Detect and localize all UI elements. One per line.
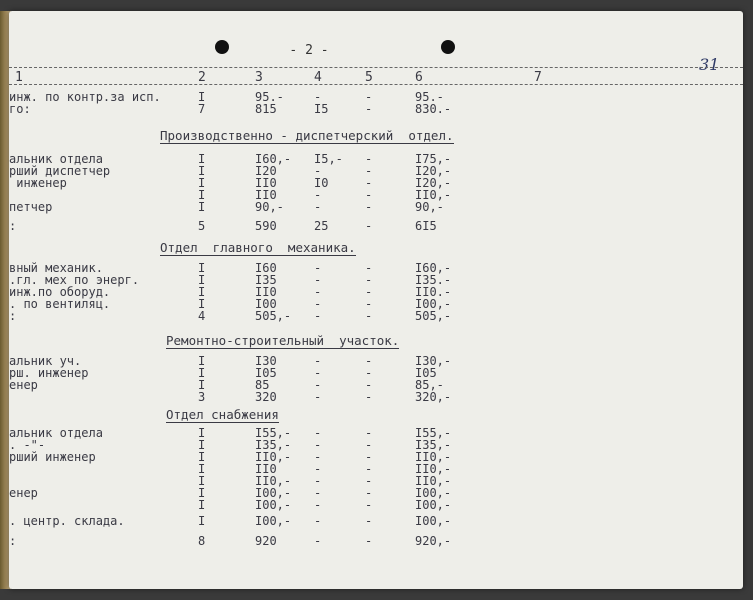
row-name: .гл. мех по энерг. (9, 273, 140, 287)
section-title: Производственно - диспетчерский отдел. (160, 128, 454, 143)
col-header-5: 5 (365, 70, 373, 85)
cell-c4: - (314, 188, 322, 202)
cell-c4: - (314, 534, 322, 548)
cell-c5: - (365, 200, 373, 214)
cell-c6: II0.- (415, 285, 452, 299)
cell-c5: - (365, 366, 373, 380)
cell-c6: I30,- (415, 354, 452, 368)
cell-c2: I (198, 426, 206, 440)
row-name: : (9, 309, 17, 323)
cell-c4: - (314, 285, 322, 299)
cell-c6: I20,- (415, 176, 452, 190)
cell-c5: - (365, 285, 373, 299)
cell-c4: I5 (314, 102, 329, 116)
cell-c5: - (365, 462, 373, 476)
punch-hole-right (441, 40, 455, 54)
cell-c4: I5,- (314, 152, 343, 166)
cell-c6: 90,- (415, 200, 444, 214)
cell-c6: 6I5 (415, 219, 437, 233)
row-name: енер (9, 486, 38, 500)
col-header-3: 3 (255, 70, 263, 85)
cell-c2: I (198, 152, 206, 166)
row-name: петчер (9, 200, 53, 214)
cell-c2: I (198, 164, 206, 178)
row-name: инж.по оборуд. (9, 285, 111, 299)
cell-c2: I (198, 176, 206, 190)
cell-c6: I35.- (415, 273, 452, 287)
row-name: . центр. склада. (9, 514, 125, 528)
cell-c4: - (314, 390, 322, 404)
cell-c6: I00,- (415, 297, 452, 311)
cell-c4: - (314, 474, 322, 488)
cell-c3: 505,- (255, 309, 292, 323)
cell-c4: - (314, 438, 322, 452)
row-name: альник отдела (9, 426, 103, 440)
cell-c4: - (314, 450, 322, 464)
cell-c4: - (314, 273, 322, 287)
cell-c2: I (198, 486, 206, 500)
cell-c5: - (365, 261, 373, 275)
cell-c2: I (198, 261, 206, 275)
cell-c5: - (365, 219, 373, 233)
row-name: : (9, 219, 17, 233)
cell-c2: I (198, 354, 206, 368)
cell-c5: - (365, 378, 373, 392)
cell-c6: II0,- (415, 450, 452, 464)
cell-c5: - (365, 474, 373, 488)
cell-c4: - (314, 378, 322, 392)
cell-c3: I35 (255, 273, 277, 287)
section-title: Отдел снабжения (166, 407, 279, 422)
row-name: го: (9, 102, 31, 116)
row-name: енер (9, 378, 38, 392)
cell-c3: I60 (255, 261, 277, 275)
cell-c3: I00,- (255, 486, 292, 500)
cell-c3: II0,- (255, 450, 292, 464)
cell-c4: - (314, 164, 322, 178)
cell-c6: I20,- (415, 164, 452, 178)
cell-c3: 90,- (255, 200, 284, 214)
cell-c2: I (198, 188, 206, 202)
row-name: : (9, 534, 17, 548)
cell-c3: 590 (255, 219, 277, 233)
document-page (9, 11, 743, 589)
col-header-1: 1 (15, 70, 23, 85)
row-name: рш. инженер (9, 366, 89, 380)
cell-c3: II0,- (255, 474, 292, 488)
cell-c6: 85,- (415, 378, 444, 392)
cell-c3: I20 (255, 164, 277, 178)
cell-c2: 8 (198, 534, 206, 548)
cell-c3: 95.- (255, 90, 284, 104)
cell-c6: II0,- (415, 474, 452, 488)
cell-c4: 25 (314, 219, 329, 233)
cell-c6: I00,- (415, 514, 452, 528)
col-header-7: 7 (534, 70, 542, 85)
cell-c5: - (365, 514, 373, 528)
cell-c3: I60,- (255, 152, 292, 166)
cell-c3: 85 (255, 378, 270, 392)
cell-c4: - (314, 486, 322, 500)
cell-c5: - (365, 534, 373, 548)
cell-c3: I35,- (255, 438, 292, 452)
punch-hole-left (215, 40, 229, 54)
cell-c4: - (314, 426, 322, 440)
cell-c4: - (314, 90, 322, 104)
col-header-4: 4 (314, 70, 322, 85)
cell-c4: - (314, 261, 322, 275)
cell-c4: - (314, 200, 322, 214)
row-name: инж. по контр.за исп. (9, 90, 161, 104)
cell-c2: I (198, 297, 206, 311)
cell-c3: II0 (255, 188, 277, 202)
cell-c2: I (198, 378, 206, 392)
page-number: - 2 - (289, 43, 329, 58)
row-name: вный механик. (9, 261, 103, 275)
cell-c6: I05 (415, 366, 437, 380)
section-title: Ремонтно-строительный участок. (166, 333, 400, 348)
cell-c3: I00 (255, 297, 277, 311)
cell-c2: I (198, 514, 206, 528)
cell-c5: - (365, 390, 373, 404)
cell-c6: I35,- (415, 438, 452, 452)
cell-c5: - (365, 188, 373, 202)
cell-c2: I (198, 498, 206, 512)
cell-c6: I55,- (415, 426, 452, 440)
cell-c5: - (365, 309, 373, 323)
cell-c6: I75,- (415, 152, 452, 166)
cell-c4: - (314, 297, 322, 311)
cell-c4: - (314, 366, 322, 380)
row-name: . по вентиляц. (9, 297, 111, 311)
cell-c3: II0 (255, 462, 277, 476)
cell-c6: II0,- (415, 188, 452, 202)
col-header-2: 2 (198, 70, 206, 85)
cell-c6: I60,- (415, 261, 452, 275)
row-name: инженер (9, 176, 67, 190)
cell-c5: - (365, 438, 373, 452)
cell-c4: - (314, 354, 322, 368)
cell-c2: I (198, 285, 206, 299)
cell-c3: I00,- (255, 514, 292, 528)
cell-c5: - (365, 486, 373, 500)
cell-c5: - (365, 164, 373, 178)
cell-c2: 7 (198, 102, 206, 116)
cell-c5: - (365, 176, 373, 190)
row-name: рший инженер (9, 450, 96, 464)
cell-c5: - (365, 152, 373, 166)
cell-c5: - (365, 426, 373, 440)
cell-c2: I (198, 90, 206, 104)
cell-c2: I (198, 474, 206, 488)
col-header-6: 6 (415, 70, 423, 85)
cell-c4: I0 (314, 176, 329, 190)
cell-c3: 815 (255, 102, 277, 116)
cell-c3: I00,- (255, 498, 292, 512)
cell-c3: 320 (255, 390, 277, 404)
cell-c4: - (314, 498, 322, 512)
cell-c3: II0 (255, 176, 277, 190)
cell-c6: II0,- (415, 462, 452, 476)
cell-c3: I05 (255, 366, 277, 380)
cell-c2: I (198, 438, 206, 452)
cell-c6: 920,- (415, 534, 452, 548)
row-name: альник уч. (9, 354, 82, 368)
cell-c4: - (314, 309, 322, 323)
cell-c3: I30 (255, 354, 277, 368)
header-rule-bottom (9, 84, 743, 85)
cell-c6: 95.- (415, 90, 444, 104)
cell-c5: - (365, 450, 373, 464)
header-rule-top (9, 67, 743, 68)
cell-c2: I (198, 200, 206, 214)
cell-c5: - (365, 273, 373, 287)
section-title: Отдел главного механика. (160, 240, 356, 255)
cell-c5: - (365, 354, 373, 368)
cell-c5: - (365, 90, 373, 104)
cell-c6: I00,- (415, 486, 452, 500)
cell-c2: 4 (198, 309, 206, 323)
cell-c2: I (198, 462, 206, 476)
row-name: рший диспетчер (9, 164, 111, 178)
cell-c6: 320,- (415, 390, 452, 404)
cell-c4: - (314, 462, 322, 476)
cell-c6: 830.- (415, 102, 452, 116)
cell-c2: I (198, 366, 206, 380)
row-name: альник отдела (9, 152, 103, 166)
cell-c4: - (314, 514, 322, 528)
cell-c6: I00,- (415, 498, 452, 512)
cell-c3: I55,- (255, 426, 292, 440)
handwritten-sheet-number: 31 (699, 55, 720, 74)
cell-c2: I (198, 450, 206, 464)
cell-c2: 3 (198, 390, 206, 404)
cell-c3: 920 (255, 534, 277, 548)
cell-c3: II0 (255, 285, 277, 299)
cell-c6: 505,- (415, 309, 452, 323)
cell-c5: - (365, 498, 373, 512)
cell-c2: I (198, 273, 206, 287)
row-name: . -"- (9, 438, 46, 452)
cell-c5: - (365, 297, 373, 311)
cell-c5: - (365, 102, 373, 116)
cell-c2: 5 (198, 219, 206, 233)
